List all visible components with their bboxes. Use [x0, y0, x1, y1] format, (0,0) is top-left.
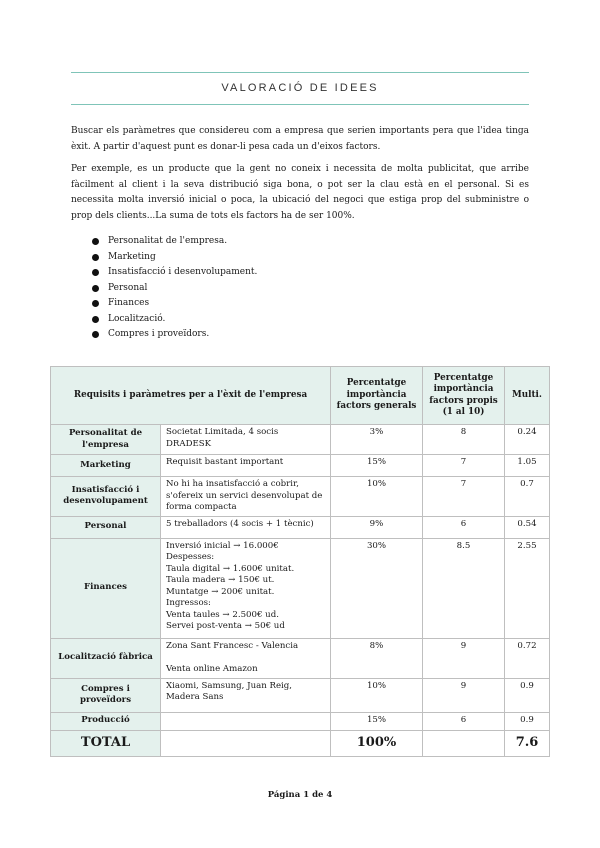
requirements-table — [50, 366, 550, 757]
table-row — [51, 538, 550, 638]
row-multiplier: 0.72 — [505, 638, 550, 678]
row-description — [161, 455, 331, 477]
description-line: Xiaomi, Samsung, Juan Reig, Madera Sans — [166, 680, 293, 702]
row-general-percent: 15% — [331, 712, 423, 730]
table-header-row — [51, 367, 550, 425]
row-own-score: 8 — [423, 425, 505, 455]
row-multiplier: 0.24 — [505, 425, 550, 455]
description-line: Requisit bastant important — [166, 457, 284, 467]
row-label: Personalitat de l'empresa — [51, 425, 161, 455]
row-multiplier: 1.05 — [505, 455, 550, 477]
bullet-icon — [92, 285, 99, 292]
row-own-score: 9 — [423, 678, 505, 712]
header-requisits: Requisits i paràmetres per a l'èxit de l'empresa — [51, 367, 331, 425]
row-label: Insatisfacció i desenvolupament — [51, 477, 161, 517]
header-propis: Percentatge importància factors propis (1 al 10) — [423, 367, 505, 425]
row-own-score: 6 — [423, 516, 505, 538]
title-underline-rule — [71, 104, 529, 105]
total-empty-propis — [423, 730, 505, 756]
description-line: DRADESK — [166, 438, 212, 449]
factors-list — [92, 234, 257, 343]
row-label: Marketing — [51, 455, 161, 477]
row-own-score: 8.5 — [423, 538, 505, 638]
description-line — [166, 652, 325, 664]
description-line: Taula madera → 150€ ut. — [166, 575, 275, 585]
row-general-percent: 3% — [331, 425, 423, 455]
page-number: Página 1 de 4 — [267, 790, 333, 800]
list-item — [92, 281, 257, 297]
row-own-score: 7 — [423, 477, 505, 517]
row-description — [161, 538, 331, 638]
list-item-text: Personal — [108, 282, 148, 293]
description-line: Inversió inicial → 16.000€ — [166, 540, 279, 551]
top-rule — [71, 72, 529, 73]
description-line: No hi ha insatisfacció a cobrir, s'ofereix un servici desenvolupat de forma compacta — [166, 479, 323, 512]
description-line: Servei post-venta → 50€ ud — [166, 621, 285, 631]
list-item-text: Marketing — [108, 251, 156, 262]
description-line: Zona Sant Francesc - Valencia — [166, 640, 299, 651]
total-label: TOTAL — [51, 730, 161, 756]
description-line: Venta taules → 2.500€ ud. — [166, 609, 279, 620]
list-item — [92, 234, 257, 250]
description-line: Taula digital → 1.600€ unitat. — [166, 563, 295, 574]
total-multi: 7.6 — [505, 730, 550, 756]
row-description — [161, 477, 331, 517]
description-line: Venta online Amazon — [166, 663, 258, 674]
list-item — [92, 265, 257, 281]
list-item-text: Localització. — [108, 313, 166, 324]
description-line: Muntatge → 200€ unitat. — [166, 586, 275, 597]
total-row — [51, 730, 550, 756]
total-empty-desc — [161, 730, 331, 756]
table-row — [51, 712, 550, 730]
table-row — [51, 638, 550, 678]
intro-paragraph-2: Per exemple, es un producte que la gent no coneix i necessita de molta publicitat, que arribe fàcilment al client i la seva distribució siga bona, o pot ser la clau està en el personal. Si es necessita molta inversió inicial o poca, la ubicació del negoci que estiga prop del subministre o prop dels clients...La suma de tots els factors ha de ser 100%. — [71, 164, 529, 221]
bullet-icon — [92, 238, 99, 245]
table-row — [51, 425, 550, 455]
list-item — [92, 250, 257, 266]
header-multi: Multi. — [505, 367, 550, 425]
bullet-icon — [92, 331, 99, 338]
bullet-icon — [92, 316, 99, 323]
description-line: Ingressos: — [166, 598, 211, 608]
total-general: 100% — [331, 730, 423, 756]
bullet-icon — [92, 254, 99, 261]
row-own-score: 7 — [423, 455, 505, 477]
header-general: Percentatge importància factors generals — [331, 367, 423, 425]
row-general-percent: 10% — [331, 678, 423, 712]
row-general-percent: 15% — [331, 455, 423, 477]
description-line: Societat Limitada, 4 socis — [166, 427, 279, 437]
row-general-percent: 8% — [331, 638, 423, 678]
list-item-text: Compres i proveïdors. — [108, 329, 210, 339]
row-description — [161, 712, 331, 730]
row-multiplier: 0.9 — [505, 712, 550, 730]
list-item — [92, 327, 257, 343]
list-item-text: Insatisfacció i desenvolupament. — [108, 267, 258, 277]
bullet-icon — [92, 269, 99, 276]
row-general-percent: 10% — [331, 477, 423, 517]
list-item-text: Personalitat de l'empresa. — [108, 236, 228, 246]
table-row — [51, 678, 550, 712]
list-item — [92, 312, 257, 328]
row-description — [161, 678, 331, 712]
row-general-percent: 30% — [331, 538, 423, 638]
table-row — [51, 516, 550, 538]
description-line: 5 treballadors (4 socis + 1 tècnic) — [166, 518, 314, 529]
row-multiplier: 0.9 — [505, 678, 550, 712]
row-label: Finances — [51, 538, 161, 638]
row-general-percent: 9% — [331, 516, 423, 538]
intro-paragraph-1: Buscar els paràmetres que considereu com a empresa que serien importants pera que l'idea tinga èxit. A partir d'aquest punt es donar-li pesa cada un d'eixos factors. — [71, 126, 529, 152]
row-multiplier: 2.55 — [505, 538, 550, 638]
row-label: Compres i proveïdors — [51, 678, 161, 712]
list-item-text: Finances — [108, 298, 150, 308]
row-multiplier: 0.54 — [505, 516, 550, 538]
row-own-score: 6 — [423, 712, 505, 730]
row-own-score: 9 — [423, 638, 505, 678]
list-item — [92, 296, 257, 312]
row-label: Producció — [51, 712, 161, 730]
page-title: VALORACIÓ DE IDEES — [221, 82, 379, 94]
table-row — [51, 477, 550, 517]
row-description — [161, 425, 331, 455]
description-line — [166, 715, 325, 727]
table-row — [51, 455, 550, 477]
row-description — [161, 516, 331, 538]
bullet-icon — [92, 300, 99, 307]
row-multiplier: 0.7 — [505, 477, 550, 517]
row-label: Personal — [51, 516, 161, 538]
description-line: Despesses: — [166, 552, 215, 562]
row-description — [161, 638, 331, 678]
row-label: Localització fàbrica — [51, 638, 161, 678]
